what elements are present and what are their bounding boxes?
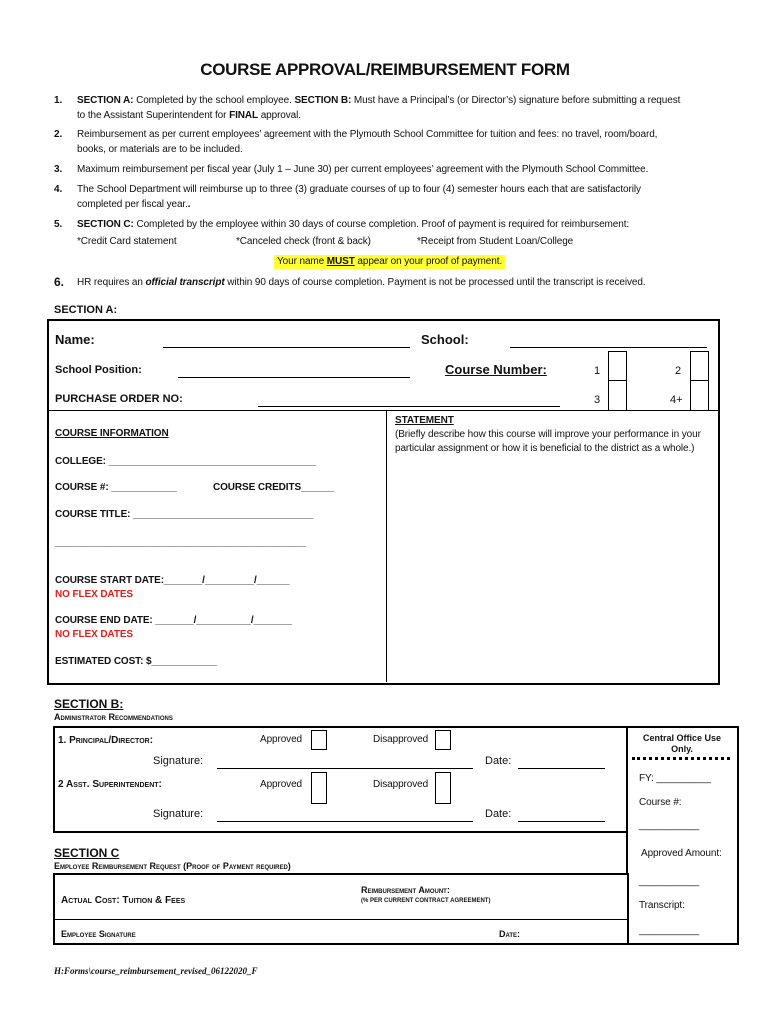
principal-date-label: Date: xyxy=(485,755,512,767)
course-title-field[interactable]: COURSE TITLE: _________________________________ xyxy=(55,509,314,520)
central-office-dotted-rule xyxy=(632,757,730,760)
form-title: COURSE APPROVAL/REIMBURSEMENT FORM xyxy=(200,60,570,79)
asst-signature-label: Signature: xyxy=(153,808,204,820)
instruction-5: 5. SECTION C: Completed by the employee within 30 days of course completion. Proof of payment is required for reimbursement: xyxy=(54,219,630,230)
estimated-cost-field[interactable]: ESTIMATED COST: $____________ xyxy=(55,656,217,667)
course-number-option-3: 3 xyxy=(594,394,601,406)
asst-signature-field[interactable] xyxy=(217,807,473,822)
asst-approved-label: Approved xyxy=(260,779,303,790)
reimbursement-amount-label: Reimbursement Amount: xyxy=(361,885,450,895)
instruction-6: 6. HR requires an official transcript within 90 days of course completion. Payment is not be processed until the transcript is received. xyxy=(54,275,646,289)
payment-proof-option-3: *Receipt from Student Loan/College xyxy=(417,236,574,247)
reimbursement-amount-note: (% PER CURRENT CONTRACT AGREEMENT) xyxy=(361,898,491,904)
course-credits-field[interactable]: COURSE CREDITS______ xyxy=(213,482,334,493)
course-end-date-field[interactable]: COURSE END DATE: _______/__________/_______ xyxy=(55,615,292,626)
asst-disapproved-checkbox[interactable] xyxy=(435,772,451,804)
section-c-divider xyxy=(55,919,627,920)
central-course-label: Course #: xyxy=(639,797,682,808)
name-field[interactable] xyxy=(163,333,410,348)
instruction-3: 3. Maximum reimbursement per fiscal year (July 1 – June 30) per current employees’ agreement with the Plymouth School Committee. xyxy=(54,164,649,175)
instruction-4: 4. The School Department will reimburse up to three (3) graduate courses of up to four (4) semester hours each that are satisfactorily completed per fiscal year.. xyxy=(54,184,641,210)
school-field[interactable] xyxy=(510,333,707,348)
employee-date-label: Date: xyxy=(499,929,521,939)
statement-textarea[interactable] xyxy=(392,472,714,676)
course-number-checkbox-2[interactable] xyxy=(690,351,709,382)
course-title-line-2[interactable]: ______________________________________________ xyxy=(55,537,307,548)
asst-superintendent-label: 2 Asst. Superintendent: xyxy=(58,779,162,790)
course-number-option-4: 4+ xyxy=(670,394,683,406)
asst-date-field[interactable] xyxy=(518,807,605,822)
employee-signature-label: Employee Signature xyxy=(61,929,136,939)
course-number-field[interactable]: COURSE #: ____________ xyxy=(55,482,177,493)
transcript-field[interactable]: ___________ xyxy=(639,925,700,936)
purchase-order-field[interactable] xyxy=(258,392,560,407)
section-c-heading: SECTION C xyxy=(54,846,120,860)
school-position-label: School Position: xyxy=(55,364,142,376)
actual-cost-label: Actual Cost: Tuition & Fees xyxy=(61,895,186,906)
course-start-date-field[interactable]: COURSE START DATE:_______/_________/______ xyxy=(55,575,290,586)
course-number-checkbox-3[interactable] xyxy=(608,380,627,411)
purchase-order-label: PURCHASE ORDER NO: xyxy=(55,393,183,405)
payment-proof-option-2: *Canceled check (front & back) xyxy=(236,236,371,247)
section-a-vertical-divider xyxy=(386,410,387,682)
approved-amount-label: Approved Amount: xyxy=(641,848,722,859)
name-must-appear-note: Your name MUST appear on your proof of payment. xyxy=(274,255,505,269)
instruction-1: 1. SECTION A: Completed by the school employee. SECTION B: Must have a Principal’s (or Director’s) signature before submitting a request to the Assistant Superintendent for FINAL approval. xyxy=(54,95,681,121)
instruction-2: 2. Reimbursement as per current employees’ agreement with the Plymouth School Committee for tuition and fees: no travel, room/board, books, or materials are to be included. xyxy=(54,129,658,155)
school-position-field[interactable] xyxy=(178,363,410,378)
college-field[interactable]: COLLEGE: ______________________________________ xyxy=(55,456,317,467)
central-course-field[interactable]: ___________ xyxy=(639,820,700,831)
name-label: Name: xyxy=(55,332,95,347)
course-information-heading: COURSE INFORMATION xyxy=(55,428,169,439)
course-number-checkbox-4[interactable] xyxy=(690,380,709,411)
principal-date-field[interactable] xyxy=(518,754,605,769)
central-office-title: Central Office Use Only. xyxy=(642,733,722,754)
employee-reimbursement-subheading: Employee Reimbursement Request (Proof of Payment required) xyxy=(54,861,291,871)
course-number-option-1: 1 xyxy=(594,365,601,377)
school-label: School: xyxy=(421,332,469,347)
statement-instructions: (Briefly describe how this course will improve your performance in your particular assignment or how it is beneficial to the district as a whole.) xyxy=(395,429,701,454)
principal-signature-label: Signature: xyxy=(153,755,204,767)
course-number-label: Course Number: xyxy=(445,362,547,377)
section-c-box xyxy=(53,873,629,945)
footer-file-path: H:Forms\course_reimbursement_revised_06122020_F xyxy=(54,966,258,976)
no-flex-dates-note-2: NO FLEX DATES xyxy=(55,629,133,640)
principal-signature-field[interactable] xyxy=(217,754,473,769)
approved-amount-field[interactable]: ___________ xyxy=(639,876,700,887)
principal-approved-label: Approved xyxy=(260,734,303,745)
payment-proof-option-1: *Credit Card statement xyxy=(77,236,177,247)
transcript-label: Transcript: xyxy=(639,900,685,911)
asst-date-label: Date: xyxy=(485,808,512,820)
no-flex-dates-note-1: NO FLEX DATES xyxy=(55,589,133,600)
statement-heading: STATEMENT xyxy=(395,415,454,426)
asst-approved-checkbox[interactable] xyxy=(311,772,327,804)
principal-director-label: 1. Principal/Director: xyxy=(58,735,154,746)
section-a-heading: SECTION A: xyxy=(54,304,118,316)
principal-disapproved-label: Disapproved xyxy=(373,734,429,745)
principal-disapproved-checkbox[interactable] xyxy=(435,730,451,750)
principal-approved-checkbox[interactable] xyxy=(311,730,327,750)
course-number-option-2: 2 xyxy=(675,365,682,377)
course-number-checkbox-1[interactable] xyxy=(608,351,627,382)
fy-field[interactable]: FY: __________ xyxy=(639,773,711,784)
administrator-recommendations-subheading: Administrator Recommendations xyxy=(54,712,173,722)
section-b-heading: SECTION B: xyxy=(54,697,124,711)
asst-disapproved-label: Disapproved xyxy=(373,779,429,790)
